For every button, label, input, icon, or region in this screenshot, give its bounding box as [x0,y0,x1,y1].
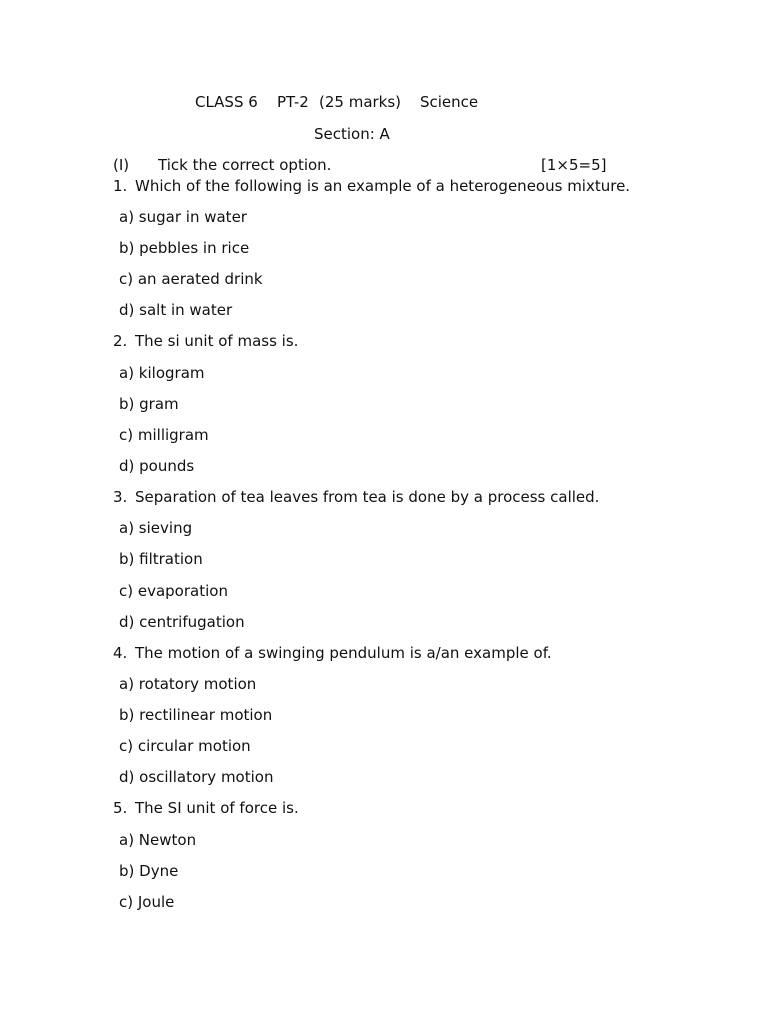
question-text: Separation of tea leaves from tea is done by a process called. [135,488,600,506]
instruction-roman: (I) [113,156,130,174]
class-label: CLASS 6 [195,93,258,111]
option[interactable]: c) milligram [119,426,209,444]
option[interactable]: b) rectilinear motion [119,706,273,724]
option[interactable]: a) sugar in water [119,208,247,226]
question-number: 5. [113,799,128,817]
option[interactable]: b) pebbles in rice [119,239,250,257]
option[interactable]: b) Dyne [119,862,179,880]
question-number: 2. [113,332,128,350]
option[interactable]: b) filtration [119,550,203,568]
question-number: 1. [113,177,128,195]
option[interactable]: c) circular motion [119,737,251,755]
question-text: Which of the following is an example of a heterogeneous mixture. [135,177,631,195]
test-label: PT-2 [277,93,309,111]
question-text: The si unit of mass is. [135,332,299,350]
option[interactable]: a) rotatory motion [119,675,257,693]
marks-label: (25 marks) [319,93,402,111]
question-number: 4. [113,644,128,662]
option[interactable]: a) Newton [119,831,197,849]
question-number: 3. [113,488,128,506]
option[interactable]: d) pounds [119,457,195,475]
option[interactable]: c) Joule [119,893,175,911]
option[interactable]: a) kilogram [119,364,205,382]
option[interactable]: b) gram [119,395,179,413]
instruction-marks: [1×5=5] [541,156,607,174]
option[interactable]: d) centrifugation [119,613,245,631]
instruction-text: Tick the correct option. [158,156,332,174]
question-text: The SI unit of force is. [135,799,299,817]
option[interactable]: d) salt in water [119,301,233,319]
section-label: Section: A [314,125,390,143]
option[interactable]: a) sieving [119,519,193,537]
question-text: The motion of a swinging pendulum is a/an example of. [135,644,552,662]
option[interactable]: d) oscillatory motion [119,768,274,786]
option[interactable]: c) an aerated drink [119,270,263,288]
subject-label: Science [420,93,479,111]
option[interactable]: c) evaporation [119,582,228,600]
